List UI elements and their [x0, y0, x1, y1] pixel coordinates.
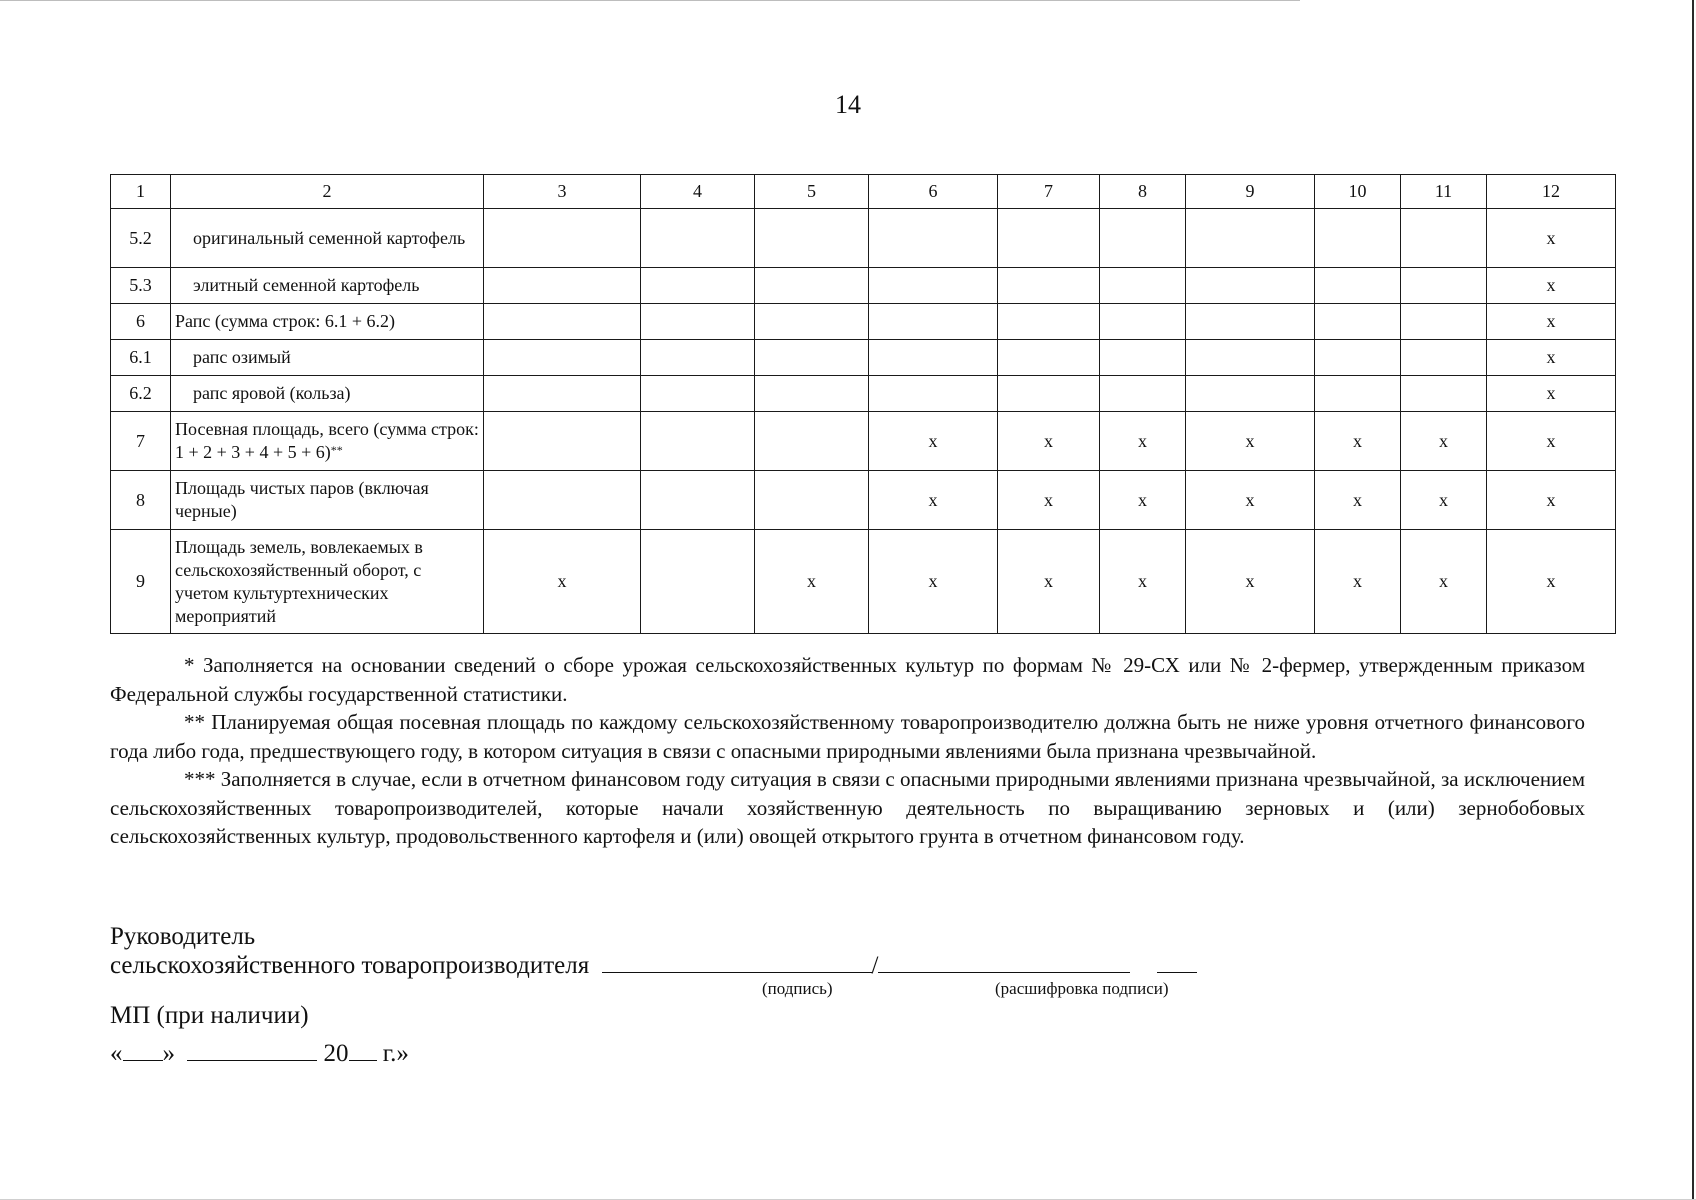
row-name — [171, 471, 484, 530]
row-name — [171, 268, 484, 304]
data-cell[interactable] — [1401, 340, 1487, 376]
extra-blank-line — [1157, 950, 1197, 973]
data-cell[interactable] — [484, 209, 641, 268]
row-number: 6 — [111, 304, 171, 340]
data-cell[interactable] — [641, 412, 755, 471]
table-row — [111, 530, 1616, 634]
table-body — [111, 175, 1616, 634]
data-cell[interactable] — [869, 376, 998, 412]
data-cell: x — [1186, 412, 1315, 471]
row-number: 8 — [111, 471, 171, 530]
data-cell[interactable] — [869, 304, 998, 340]
data-cell[interactable] — [998, 209, 1100, 268]
header-cell: 6 — [869, 175, 998, 209]
data-cell[interactable] — [641, 304, 755, 340]
data-cell: x — [1315, 412, 1401, 471]
data-cell[interactable] — [1100, 304, 1186, 340]
data-cell[interactable] — [641, 268, 755, 304]
data-cell: x — [998, 530, 1100, 634]
data-cell[interactable] — [641, 376, 755, 412]
data-cell: x — [1186, 530, 1315, 634]
scan-edge-right — [1692, 0, 1694, 1200]
data-cell[interactable] — [1401, 376, 1487, 412]
date-open-quote: « — [110, 1040, 123, 1067]
data-cell[interactable] — [755, 376, 869, 412]
signature-caption: (подпись) — [762, 979, 833, 998]
data-cell: x — [484, 530, 641, 634]
data-cell[interactable] — [755, 412, 869, 471]
header-cell: 7 — [998, 175, 1100, 209]
table-header-row — [111, 175, 1616, 209]
row-name-text: рапс озимый — [193, 347, 291, 367]
data-cell[interactable] — [1186, 268, 1315, 304]
data-cell[interactable] — [998, 304, 1100, 340]
signature-block — [110, 923, 1310, 998]
data-cell[interactable] — [1315, 304, 1401, 340]
data-cell[interactable] — [1100, 268, 1186, 304]
data-cell[interactable] — [641, 209, 755, 268]
data-cell[interactable] — [1186, 340, 1315, 376]
data-cell[interactable] — [1315, 376, 1401, 412]
signature-separator: / — [871, 952, 879, 979]
data-cell: x — [998, 471, 1100, 530]
stamp-label: МП (при наличии) — [110, 1002, 309, 1029]
signer-title-line1: Руководитель — [110, 923, 256, 950]
data-cell[interactable] — [998, 340, 1100, 376]
table-row — [111, 209, 1616, 268]
table-row — [111, 304, 1616, 340]
table-row — [111, 340, 1616, 376]
data-cell[interactable] — [1186, 209, 1315, 268]
data-cell: x — [1401, 530, 1487, 634]
data-cell: x — [1100, 530, 1186, 634]
data-cell[interactable] — [1186, 304, 1315, 340]
data-cell[interactable] — [484, 471, 641, 530]
data-cell: x — [1401, 412, 1487, 471]
data-cell: x — [869, 412, 998, 471]
data-cell[interactable] — [1186, 376, 1315, 412]
row-name — [171, 376, 484, 412]
day-blank[interactable] — [123, 1040, 163, 1061]
data-cell[interactable] — [869, 268, 998, 304]
data-cell: x — [1487, 340, 1616, 376]
header-cell: 3 — [484, 175, 641, 209]
row-name — [171, 209, 484, 268]
data-cell[interactable] — [1315, 268, 1401, 304]
row-number: 5.3 — [111, 268, 171, 304]
data-cell[interactable] — [755, 209, 869, 268]
data-cell[interactable] — [484, 412, 641, 471]
row-number: 7 — [111, 412, 171, 471]
footnote-1: * Заполняется на основании сведений о сборе урожая сельскохозяйственных культур по формам № 29-СХ или № 2-фермер, утвержденным приказом Федеральной службы государственной статистики. — [110, 653, 1585, 706]
row-name-text: рапс яровой (кольза) — [193, 383, 351, 403]
data-cell: x — [998, 412, 1100, 471]
data-cell: x — [1315, 530, 1401, 634]
data-cell[interactable] — [1100, 340, 1186, 376]
data-cell: x — [1487, 304, 1616, 340]
data-cell[interactable] — [1100, 376, 1186, 412]
header-cell: 10 — [1315, 175, 1401, 209]
year-suffix: г.» — [382, 1040, 409, 1067]
row-number: 6.1 — [111, 340, 171, 376]
row-number: 9 — [111, 530, 171, 634]
data-cell[interactable] — [484, 304, 641, 340]
data-cell[interactable] — [1401, 209, 1487, 268]
data-cell[interactable] — [755, 268, 869, 304]
row-name-text: элитный семенной картофель — [193, 275, 420, 295]
data-cell: x — [1487, 412, 1616, 471]
data-cell: x — [1487, 530, 1616, 634]
table-row — [111, 412, 1616, 471]
page-number: 14 — [835, 90, 861, 119]
row-name — [171, 340, 484, 376]
header-cell: 1 — [111, 175, 171, 209]
data-cell: x — [1487, 376, 1616, 412]
table-row — [111, 268, 1616, 304]
form-table — [110, 174, 1616, 634]
row-name-text: Площадь чистых паров (включая черные) — [175, 478, 429, 521]
month-blank[interactable] — [187, 1040, 317, 1061]
header-cell: 9 — [1186, 175, 1315, 209]
data-cell: x — [1487, 471, 1616, 530]
data-cell[interactable] — [869, 209, 998, 268]
header-cell: 11 — [1401, 175, 1487, 209]
signer-title-line2: сельскохозяйственного товаропроизводителя — [110, 952, 590, 979]
year-blank[interactable] — [349, 1040, 377, 1061]
data-cell[interactable] — [484, 340, 641, 376]
header-cell: 8 — [1100, 175, 1186, 209]
data-cell[interactable] — [641, 471, 755, 530]
footnotes — [110, 651, 1585, 851]
data-cell: x — [1487, 209, 1616, 268]
row-name — [171, 304, 484, 340]
scan-edge-top — [0, 0, 1300, 1]
data-cell: x — [869, 530, 998, 634]
data-cell: x — [1186, 471, 1315, 530]
row-name — [171, 412, 484, 471]
year-prefix: 20 — [323, 1040, 349, 1067]
data-cell[interactable] — [484, 268, 641, 304]
data-cell[interactable] — [641, 530, 755, 634]
data-cell[interactable] — [1401, 268, 1487, 304]
data-cell[interactable] — [484, 376, 641, 412]
row-name-text: Посевная площадь, всего (сумма строк: 1 + 2 + 3 + 4 + 5 + 6) — [175, 419, 479, 462]
data-cell[interactable] — [641, 340, 755, 376]
data-cell[interactable] — [1315, 209, 1401, 268]
row-name-text: оригинальный семенной картофель — [193, 227, 466, 248]
data-cell[interactable] — [1401, 304, 1487, 340]
signature-decoding-caption: (расшифровка подписи) — [995, 979, 1169, 998]
data-cell[interactable] — [755, 304, 869, 340]
row-name — [171, 530, 484, 634]
data-cell: x — [1487, 268, 1616, 304]
data-cell[interactable] — [755, 471, 869, 530]
signature-line[interactable] — [602, 950, 872, 973]
header-cell: 5 — [755, 175, 869, 209]
date-close-quote: » — [162, 1040, 175, 1067]
header-cell: 2 — [171, 175, 484, 209]
data-cell: x — [1100, 412, 1186, 471]
table-row — [111, 471, 1616, 530]
footnote-2: ** Планируемая общая посевная площадь по каждому сельскохозяйственному товаропроизводителю должна быть не ниже уровня отчетного финансового года либо года, предшествующего году, в котором ситуация в связи с опасными природными явлениями была признана чрезвычайной. — [110, 710, 1585, 763]
row-number: 5.2 — [111, 209, 171, 268]
data-cell[interactable] — [869, 340, 998, 376]
row-name-text: Площадь земель, вовлекаемых в сельскохозяйственный оборот, с учетом культуртехнических мероприятий — [175, 536, 423, 626]
data-cell: x — [1401, 471, 1487, 530]
data-cell[interactable] — [998, 376, 1100, 412]
row-name-footnote-mark: ** — [330, 443, 343, 457]
data-cell: x — [869, 471, 998, 530]
row-name-text: Рапс (сумма строк: 6.1 + 6.2) — [175, 311, 396, 331]
footnote-3: *** Заполняется в случае, если в отчетном финансовом году ситуация в связи с опасными природными явлениями признана чрезвычайной, за исключением сельскохозяйственных товаропроизводителей, которые начали хозяйственную деятельность по выращиванию зерновых и (или) зернобобовых сельскохозяйственных культур, продовольственного картофеля и (или) овощей открытого грунта в отчетном финансовом году. — [110, 767, 1585, 848]
data-cell[interactable] — [1100, 209, 1186, 268]
header-cell: 4 — [641, 175, 755, 209]
data-cell: x — [755, 530, 869, 634]
header-cell: 12 — [1487, 175, 1616, 209]
data-cell: x — [1100, 471, 1186, 530]
date-line — [110, 1040, 409, 1068]
row-number: 6.2 — [111, 376, 171, 412]
table-row — [111, 376, 1616, 412]
data-cell[interactable] — [1315, 340, 1401, 376]
signature-decoding-line[interactable] — [878, 950, 1130, 973]
data-cell: x — [1315, 471, 1401, 530]
data-cell[interactable] — [998, 268, 1100, 304]
data-cell[interactable] — [755, 340, 869, 376]
